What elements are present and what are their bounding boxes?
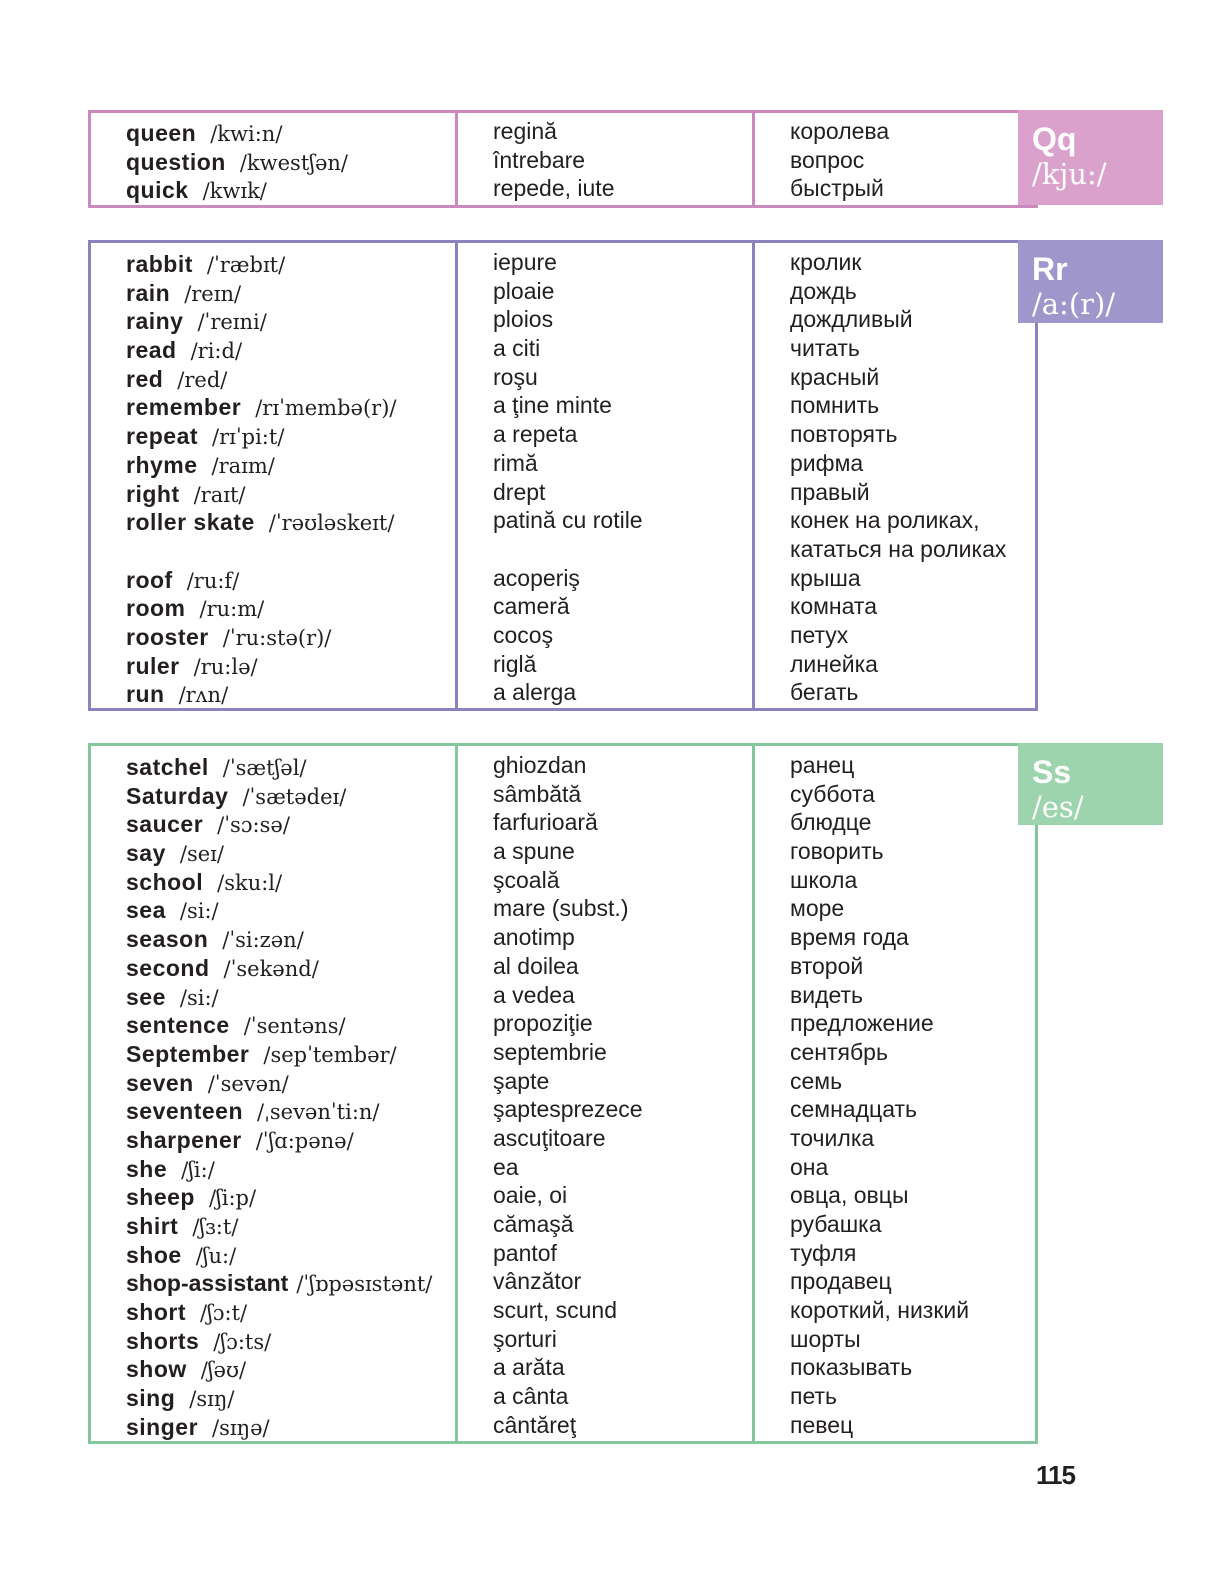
english-word: season bbox=[126, 926, 209, 953]
transcription: /ˈsentəns/ bbox=[243, 1014, 346, 1039]
entry-row bbox=[91, 954, 457, 983]
transcription: /ru:f/ bbox=[186, 568, 240, 593]
tab-letter: Ss bbox=[1032, 754, 1072, 790]
entry-row bbox=[91, 176, 457, 205]
entry-row bbox=[91, 594, 457, 623]
transcription: /ʃɔ:t/ bbox=[200, 1301, 248, 1326]
english-word: right bbox=[126, 480, 180, 507]
entry-row bbox=[91, 279, 457, 308]
entry-row bbox=[91, 1327, 457, 1356]
romanian-translation: al doilea bbox=[493, 952, 579, 979]
russian-translation: точилка bbox=[790, 1124, 875, 1151]
english-word: school bbox=[126, 868, 204, 895]
row-spacer bbox=[457, 535, 754, 564]
russian-translation: рубашка bbox=[790, 1211, 882, 1237]
english-word: rhyme bbox=[126, 451, 198, 478]
romanian-translation: septembrie bbox=[493, 1038, 607, 1065]
english-word: seven bbox=[126, 1069, 194, 1096]
english-word: question bbox=[126, 148, 226, 175]
transcription: /ru:m/ bbox=[199, 597, 265, 622]
entry-row bbox=[91, 1241, 457, 1270]
entry-row bbox=[91, 508, 457, 537]
transcription: /ˈræbɪt/ bbox=[206, 253, 286, 277]
entry-row bbox=[91, 1097, 457, 1126]
section-s bbox=[88, 743, 1038, 1444]
romanian-translation: a spune bbox=[493, 838, 575, 865]
romanian-translation: şorturi bbox=[493, 1325, 557, 1352]
russian-translation: время года bbox=[790, 924, 909, 951]
entry-row bbox=[91, 480, 457, 509]
entry-row bbox=[91, 782, 457, 811]
transcription: /si:/ bbox=[179, 899, 219, 924]
russian-translation: быстрый bbox=[790, 175, 884, 202]
russian-translation: море bbox=[790, 895, 845, 922]
transcription: /ˈrəʊləskeɪt/ bbox=[268, 511, 395, 536]
russian-translation: блюдце bbox=[790, 809, 872, 836]
entry-row bbox=[91, 1355, 457, 1384]
romanian-column bbox=[457, 113, 754, 205]
romanian-translation: iepure bbox=[493, 249, 557, 275]
russian-translation: читать bbox=[790, 335, 860, 362]
entry-row bbox=[91, 1183, 457, 1212]
entry-row bbox=[91, 365, 457, 394]
russian-column bbox=[754, 746, 1038, 1441]
entry-row bbox=[91, 1155, 457, 1184]
romanian-translation: drept bbox=[493, 478, 546, 505]
romanian-translation: ascuţitoare bbox=[493, 1124, 606, 1151]
romanian-translation: pantof bbox=[493, 1239, 557, 1266]
romanian-translation: ea bbox=[493, 1153, 519, 1180]
russian-translation: ранец bbox=[790, 752, 855, 778]
english-word: sea bbox=[126, 897, 166, 924]
english-word: queen bbox=[126, 120, 197, 146]
russian-translation: бегать bbox=[790, 679, 859, 706]
transcription: /raɪm/ bbox=[211, 453, 275, 478]
romanian-translation: cameră bbox=[493, 593, 570, 620]
romanian-translation: repede, iute bbox=[493, 175, 615, 202]
russian-translation: дождливый bbox=[790, 306, 913, 333]
romanian-translation: sâmbătă bbox=[493, 780, 582, 807]
entry-row bbox=[91, 307, 457, 336]
transcription: /sku:l/ bbox=[217, 870, 283, 895]
russian-translation: королева bbox=[790, 118, 890, 144]
entry-row bbox=[91, 925, 457, 954]
letter-tab-s bbox=[1018, 743, 1163, 825]
romanian-translation: regină bbox=[493, 118, 557, 144]
english-word: show bbox=[126, 1356, 187, 1383]
english-word: red bbox=[126, 365, 164, 392]
transcription: /ʃɜ:t/ bbox=[192, 1215, 239, 1239]
english-word: roof bbox=[126, 566, 173, 593]
romanian-translation: roşu bbox=[493, 363, 538, 390]
letter-tab-q bbox=[1018, 110, 1163, 205]
section-q bbox=[88, 110, 1038, 208]
russian-translation: повторять bbox=[790, 421, 898, 448]
entry-row bbox=[91, 983, 457, 1012]
entry-row bbox=[91, 896, 457, 925]
russian-translation: вопрос bbox=[790, 146, 865, 173]
english-word: sheep bbox=[126, 1184, 195, 1211]
russian-translation: петух bbox=[790, 621, 849, 648]
romanian-translation: a arăta bbox=[493, 1354, 565, 1381]
english-word: quick bbox=[126, 177, 189, 204]
transcription: /ˈsætʃəl/ bbox=[222, 756, 307, 780]
transcription: /kwestʃən/ bbox=[239, 150, 348, 175]
transcription: /ru:lə/ bbox=[193, 654, 258, 679]
russian-translation: петь bbox=[790, 1383, 837, 1410]
english-word: see bbox=[126, 983, 166, 1010]
romanian-translation: farfurioară bbox=[493, 809, 598, 836]
page-number: 115 bbox=[1036, 1460, 1075, 1490]
english-column bbox=[91, 113, 457, 205]
transcription: /ˌsevənˈti:n/ bbox=[257, 1100, 380, 1125]
transcription: /red/ bbox=[177, 367, 228, 392]
transcription: /ˈsevən/ bbox=[207, 1071, 289, 1096]
transcription: /si:/ bbox=[179, 985, 219, 1010]
transcription: /reɪn/ bbox=[184, 281, 242, 306]
english-word: short bbox=[126, 1299, 186, 1326]
entry-row bbox=[91, 1413, 457, 1442]
transcription: /rɪˈpi:t/ bbox=[212, 425, 285, 450]
entry-row bbox=[91, 839, 457, 868]
romanian-translation: a repeta bbox=[493, 421, 578, 448]
transcription: /ʃu:/ bbox=[195, 1243, 237, 1268]
romanian-translation: ghiozdan bbox=[493, 752, 587, 778]
russian-translation: семнадцать bbox=[790, 1096, 917, 1123]
row-spacer bbox=[91, 537, 457, 566]
romanian-translation: a ţine minte bbox=[493, 392, 612, 419]
russian-translation: туфля bbox=[790, 1239, 857, 1266]
english-word: rabbit bbox=[126, 251, 193, 277]
transcription: /ri:d/ bbox=[190, 339, 243, 364]
entry-row bbox=[91, 422, 457, 451]
transcription: /ʃɔ:ts/ bbox=[213, 1329, 272, 1354]
english-word: sentence bbox=[126, 1012, 230, 1039]
romanian-column bbox=[457, 746, 754, 1441]
entry-row bbox=[91, 1298, 457, 1327]
russian-translation: дождь bbox=[790, 277, 857, 304]
tab-letter: Qq bbox=[1032, 121, 1077, 157]
romanian-translation: riglă bbox=[493, 650, 537, 677]
transcription: /kwi:n/ bbox=[210, 122, 283, 146]
english-word: sharpener bbox=[126, 1126, 242, 1153]
romanian-column bbox=[457, 243, 754, 708]
russian-translation: второй bbox=[790, 952, 864, 979]
transcription: /ʃəʊ/ bbox=[200, 1358, 247, 1383]
english-word: rooster bbox=[126, 623, 209, 650]
romanian-translation: şaptesprezece bbox=[493, 1096, 643, 1123]
transcription: /ʃi:/ bbox=[181, 1157, 215, 1182]
english-word: read bbox=[126, 337, 177, 364]
russian-translation: видеть bbox=[790, 981, 864, 1008]
transcription: /sepˈtembər/ bbox=[263, 1042, 397, 1067]
english-column bbox=[91, 746, 457, 1441]
transcription: /rɪˈmembə(r)/ bbox=[255, 396, 397, 421]
english-word: satchel bbox=[126, 754, 209, 780]
russian-translation: помнить bbox=[790, 392, 880, 419]
russian-translation: красный bbox=[790, 363, 880, 390]
entry-row bbox=[91, 119, 457, 148]
transcription: /raɪt/ bbox=[193, 482, 246, 507]
romanian-translation: a alerga bbox=[493, 679, 577, 706]
russian-translation: линейка bbox=[790, 650, 878, 677]
russian-translation: говорить bbox=[790, 838, 884, 865]
transcription: /ˈsi:zən/ bbox=[222, 928, 304, 953]
entry-row bbox=[91, 810, 457, 839]
romanian-translation: cântăreţ bbox=[493, 1411, 577, 1438]
russian-translation: показывать bbox=[790, 1354, 913, 1381]
english-word: singer bbox=[126, 1413, 199, 1440]
entry-row bbox=[91, 566, 457, 595]
entry-row bbox=[91, 393, 457, 422]
romanian-translation: patină cu rotile bbox=[493, 507, 643, 534]
english-word: rainy bbox=[126, 308, 184, 335]
romanian-translation: cocoş bbox=[493, 621, 554, 648]
english-word: say bbox=[126, 840, 166, 867]
russian-translation: рифма bbox=[790, 449, 864, 476]
russian-translation: кролик bbox=[790, 249, 862, 275]
romanian-translation: a citi bbox=[493, 335, 541, 362]
tab-transcription: /kju:/ bbox=[1032, 157, 1107, 191]
romanian-translation: a cânta bbox=[493, 1383, 569, 1410]
transcription: /sɪŋə/ bbox=[212, 1415, 270, 1440]
entry-row bbox=[91, 1269, 457, 1298]
tab-transcription: /a:(r)/ bbox=[1032, 287, 1116, 321]
entry-row bbox=[91, 250, 457, 279]
russian-translation: суббота bbox=[790, 780, 875, 807]
transcription: /ˈsɔ:sə/ bbox=[217, 813, 290, 838]
english-word: Saturday bbox=[126, 782, 229, 809]
russian-translation: школа bbox=[790, 866, 858, 893]
romanian-translation: scurt, scund bbox=[493, 1297, 617, 1324]
entry-row bbox=[91, 1069, 457, 1098]
english-word: run bbox=[126, 681, 165, 708]
romanian-translation: cămaşă bbox=[493, 1211, 574, 1237]
transcription: /ʃi:p/ bbox=[208, 1186, 257, 1211]
transcription: /ˈreɪni/ bbox=[197, 310, 267, 335]
english-word: September bbox=[126, 1040, 250, 1067]
russian-column bbox=[754, 113, 1038, 205]
russian-translation: правый bbox=[790, 478, 870, 505]
english-word: she bbox=[126, 1155, 168, 1182]
romanian-translation: propoziţie bbox=[493, 1010, 593, 1037]
romanian-translation: acoperiş bbox=[493, 564, 580, 591]
english-word: shorts bbox=[126, 1327, 200, 1354]
english-word: shoe bbox=[126, 1241, 182, 1268]
romanian-translation: ploaie bbox=[493, 277, 555, 304]
romanian-translation: întrebare bbox=[493, 146, 586, 173]
section-r bbox=[88, 240, 1038, 711]
entry-row bbox=[91, 1011, 457, 1040]
russian-translation: кататься на роликах bbox=[790, 535, 1007, 562]
english-word: saucer bbox=[126, 811, 204, 838]
russian-translation: семь bbox=[790, 1067, 843, 1094]
entry-row bbox=[91, 1126, 457, 1155]
transcription: /ˈsekənd/ bbox=[223, 956, 319, 981]
entry-row bbox=[91, 1384, 457, 1413]
entry-row bbox=[91, 623, 457, 652]
russian-translation: она bbox=[790, 1153, 829, 1180]
transcription: /rʌn/ bbox=[178, 683, 229, 708]
romanian-translation: şcoală bbox=[493, 866, 560, 893]
romanian-translation: ploios bbox=[493, 306, 554, 333]
tab-letter: Rr bbox=[1032, 251, 1068, 287]
russian-translation: шорты bbox=[790, 1325, 861, 1352]
romanian-translation: şapte bbox=[493, 1067, 550, 1094]
russian-translation: предложение bbox=[790, 1010, 934, 1037]
russian-translation: продавец bbox=[790, 1268, 892, 1295]
romanian-translation: anotimp bbox=[493, 924, 575, 951]
english-word: rain bbox=[126, 279, 171, 306]
letter-tab-r bbox=[1018, 240, 1163, 323]
english-word: repeat bbox=[126, 423, 199, 450]
english-word: remember bbox=[126, 394, 242, 421]
russian-translation: конек на роликах, bbox=[790, 507, 980, 534]
romanian-translation: rimă bbox=[493, 449, 538, 476]
entry-row bbox=[91, 1040, 457, 1069]
romanian-translation: oaie, oi bbox=[493, 1182, 568, 1209]
entry-row bbox=[91, 1212, 457, 1241]
romanian-translation: a vedea bbox=[493, 981, 575, 1008]
entry-row bbox=[91, 148, 457, 177]
english-word: second bbox=[126, 954, 210, 981]
russian-column bbox=[754, 243, 1038, 708]
english-word: sing bbox=[126, 1385, 176, 1412]
transcription: /ˈru:stə(r)/ bbox=[222, 625, 332, 650]
english-word: room bbox=[126, 595, 186, 622]
russian-translation: короткий, низкий bbox=[790, 1297, 970, 1324]
transcription: /seɪ/ bbox=[179, 842, 224, 867]
entry-row bbox=[91, 868, 457, 897]
english-column bbox=[91, 243, 457, 708]
transcription: /sɪŋ/ bbox=[189, 1387, 235, 1412]
entry-row bbox=[91, 336, 457, 365]
english-word: seventeen bbox=[126, 1098, 244, 1125]
russian-translation: сентябрь bbox=[790, 1038, 888, 1065]
transcription: /ˈʃɒpəsɪstənt/ bbox=[296, 1272, 433, 1297]
russian-translation: овца, овцы bbox=[790, 1182, 909, 1209]
english-word: shirt bbox=[126, 1213, 179, 1239]
entry-row bbox=[91, 753, 457, 782]
transcription: /ˈʃɑ:pənə/ bbox=[255, 1128, 354, 1153]
transcription: /ˈsætədeɪ/ bbox=[242, 784, 347, 809]
english-word: roller skate bbox=[126, 509, 255, 536]
english-word: ruler bbox=[126, 652, 180, 679]
tab-transcription: /es/ bbox=[1032, 790, 1084, 824]
romanian-translation: vânzător bbox=[493, 1268, 582, 1295]
russian-translation: крыша bbox=[790, 564, 861, 591]
russian-translation: комната bbox=[790, 593, 877, 620]
transcription: /kwɪk/ bbox=[202, 179, 267, 204]
romanian-translation: mare (subst.) bbox=[493, 895, 629, 922]
english-word: shop-assistant bbox=[126, 1270, 289, 1297]
entry-row bbox=[91, 652, 457, 681]
entry-row bbox=[91, 680, 457, 709]
russian-translation: певец bbox=[790, 1411, 854, 1438]
entry-row bbox=[91, 451, 457, 480]
